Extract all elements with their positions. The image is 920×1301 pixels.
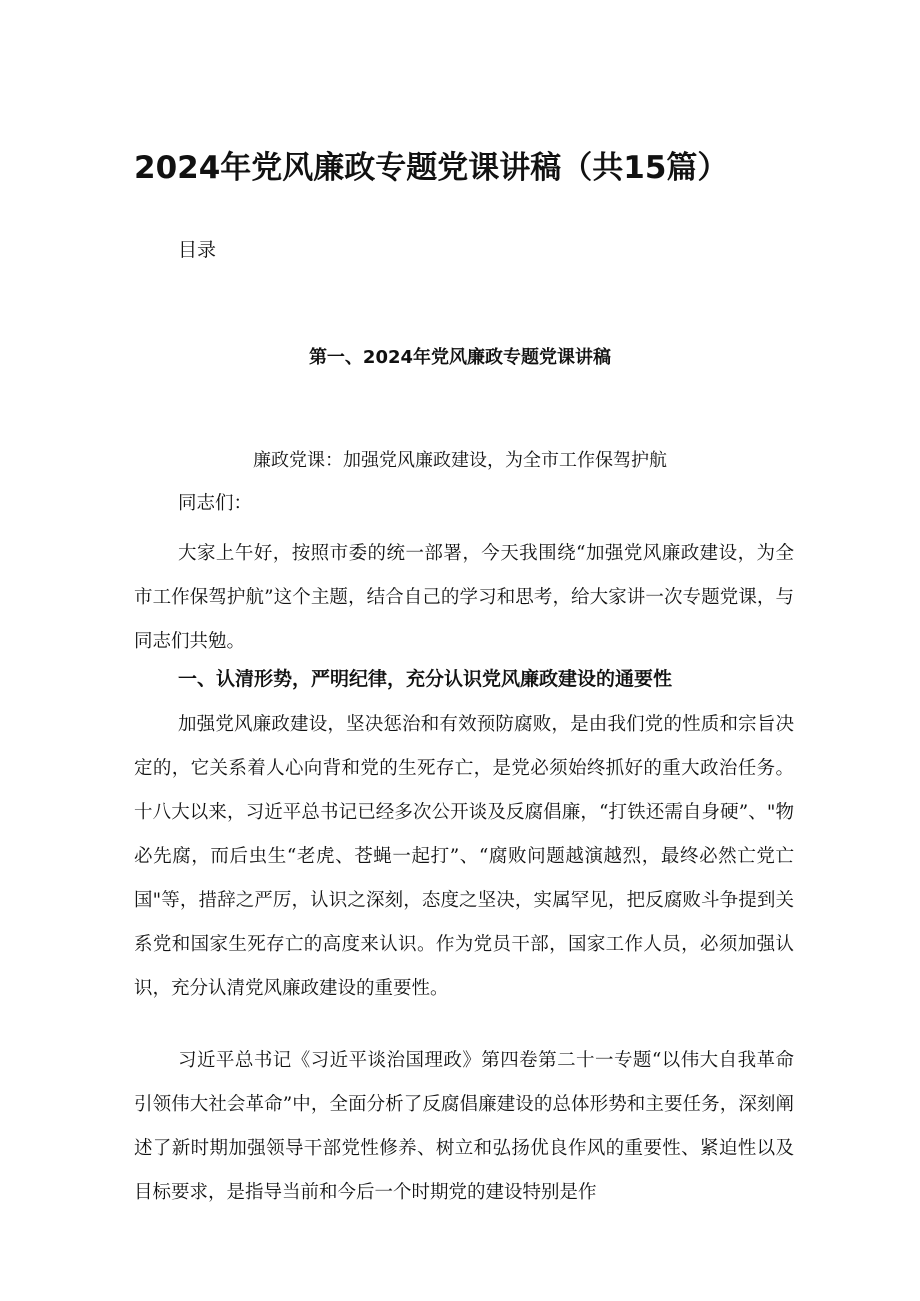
- section-heading: 第一、2024年党风廉政专题党课讲稿: [308, 347, 612, 368]
- paragraph-body: 加强党风廉政建设，坚决惩治和有效预防腐败，是由我们党的性质和宗旨决定的，它关系着人心向背和党的生死存亡，是党必须始终抓好的重大政治任务。十八大以来，习近平总书记已经多次公开谈及反腐倡廉，“打铁还需自身硬”、"物必先腐，而后虫生“老虎、苍蝇一起打”、“腐败问题越演越烈，最终必然亡党亡国"等，措辞之严厉，认识之深刻，态度之坚决，实属罕见，把反腐败斗争提到关系党和国家生死存亡的高度来认识。作为党员干部，国家工作人员，必须加强认识，充分认清党风廉政建设的重要性。: [134, 714, 794, 999]
- body-paragraph-block: [134, 703, 794, 1011]
- lecture-subtitle: 廉政党课：加强党风廉政建设，为全市工作保驾护航: [253, 450, 667, 471]
- body-paragraph-block: [134, 1039, 794, 1215]
- document-title: 2024年党风廉政专题党课讲稿（共15篇）: [134, 150, 729, 186]
- salutation: 同志们：: [178, 493, 253, 514]
- toc-label: 目录: [178, 239, 217, 261]
- body-paragraph-block: [134, 532, 794, 664]
- paragraph-body: 习近平总书记《习近平谈治国理政》第四卷第二十一专题“以伟大自我革命引领伟大社会革命”中，全面分析了反腐倡廉建设的总体形势和主要任务，深刻阐述了新时期加强领导干部党性修养、树立和弘扬优良作风的重要性、紧迫性以及目标要求，是指导当前和今后一个时期党的建设特别是作: [134, 1050, 794, 1203]
- heading-level-1: 一、认清形势，严明纪律，充分认识党风廉政建设的通要性: [178, 668, 673, 690]
- paragraph-intro: 大家上午好，按照市委的统一部署，今天我围绕“加强党风廉政建设，为全市工作保驾护航”这个主题，结合自己的学习和思考，给大家讲一次专题党课，与同志们共勉。: [134, 543, 794, 652]
